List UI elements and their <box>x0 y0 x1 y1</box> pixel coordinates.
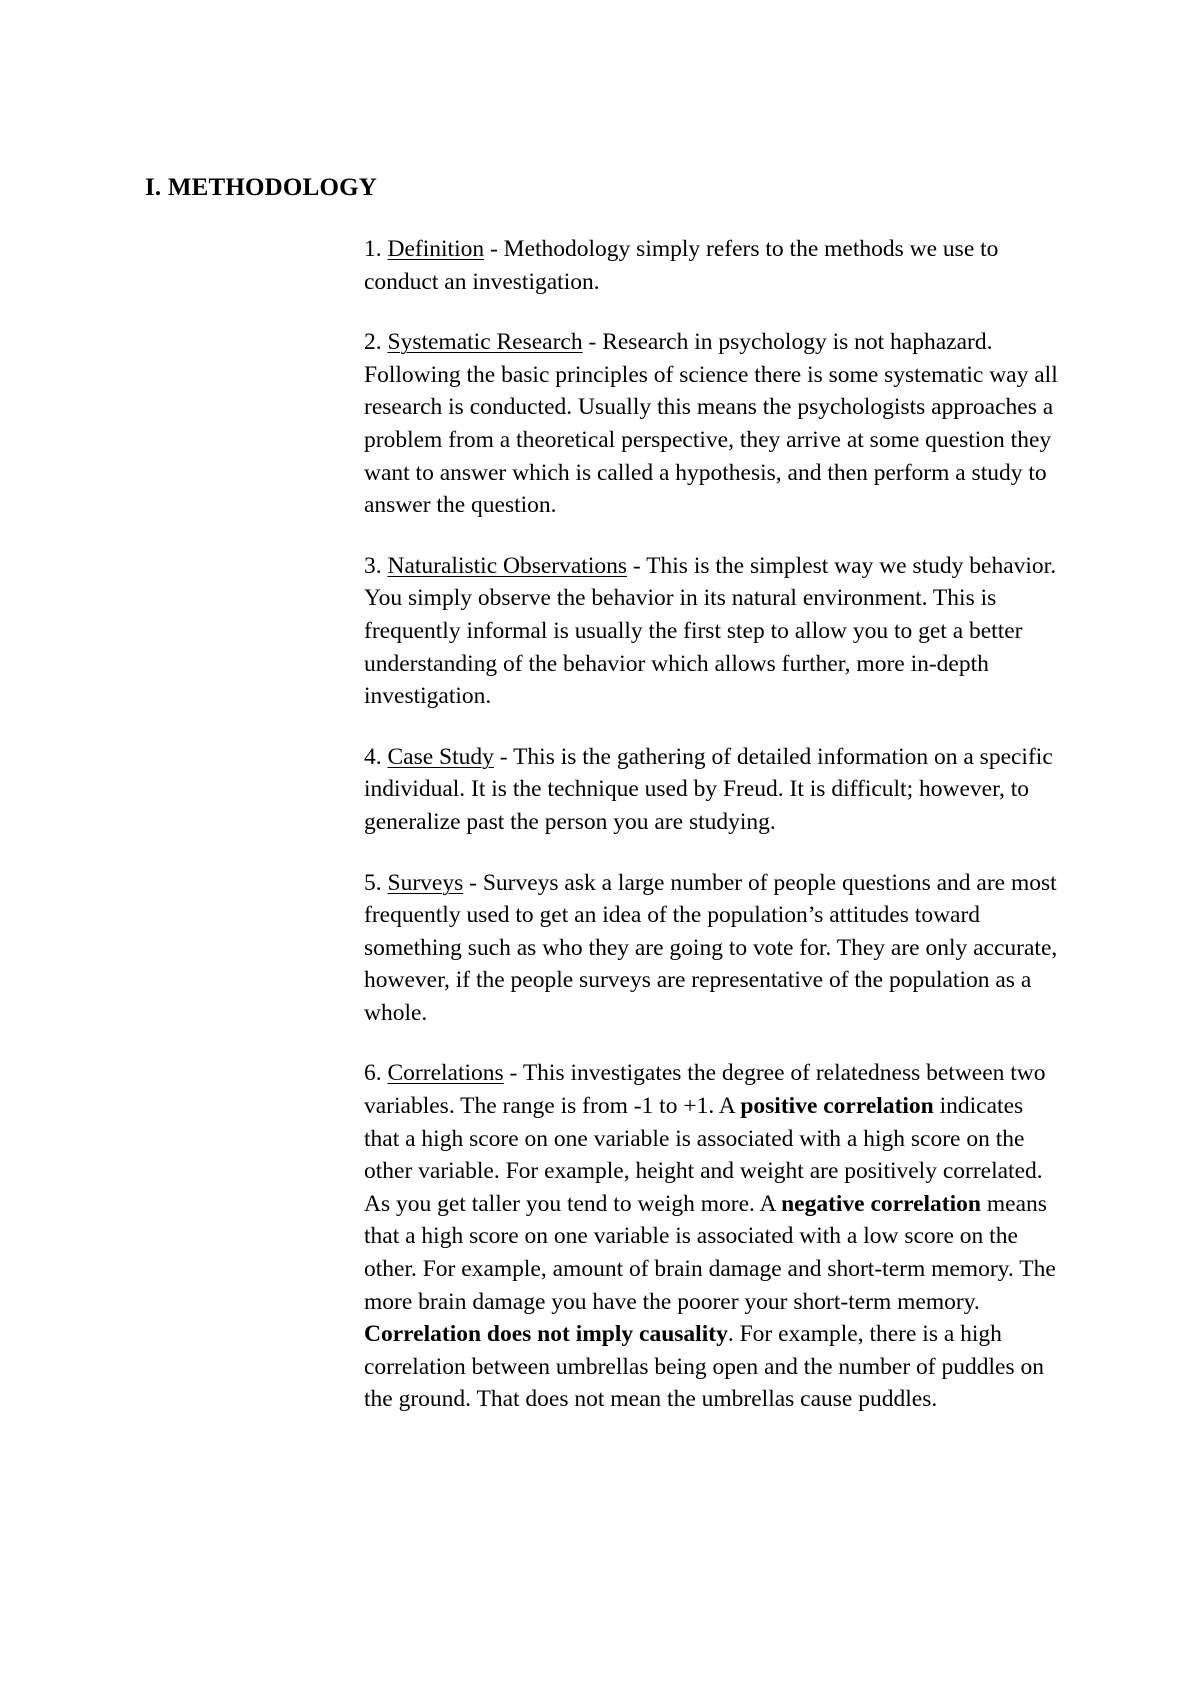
item-text: indicates that a high score on one variable is associated with a high score on the other variable. For example, height and weight are positively correlated. As you get taller you tend to weigh more. A <box>364 1093 1043 1217</box>
item-term: Case Study <box>387 743 494 770</box>
item-text: This is the gathering of detailed information on a specific individual. It is the technique used by Freud. It is difficult; however, to generalize past the person you are studying. <box>364 743 1053 835</box>
item-text: means that a high score on one variable is associated with a low score on the other. For example, amount of brain damage and short-term memory. The more brain damage you have the poorer your short-term memory. <box>364 1190 1056 1315</box>
list-item-surveys <box>364 867 1064 1030</box>
item-term: Correlations <box>387 1060 504 1087</box>
item-term: Naturalistic Observations <box>387 552 628 579</box>
item-text: Research in psychology is not haphazard. Following the basic principles of science there is some systematic way all research is conducted. Usually this means the psychologists approaches a problem from a theoretical perspective, they arrive at some question they want to answer which is called a hypothesis, and then perform a study to answer the question. <box>364 329 1058 519</box>
item-term: Systematic Research <box>387 329 583 356</box>
item-separator: - <box>463 869 483 896</box>
list-item-naturalistic-observations <box>364 550 1064 713</box>
item-number: 1. <box>364 236 382 262</box>
section-heading: I. METHODOLOGY <box>145 174 377 201</box>
list-item-definition <box>364 233 1064 298</box>
item-term: Surveys <box>387 869 464 896</box>
item-number: 4. <box>364 743 382 770</box>
item-term: Definition <box>387 236 485 262</box>
item-separator: - <box>582 329 603 356</box>
bold-term-positive-correlation: positive correlation <box>740 1093 934 1120</box>
item-text: Surveys ask a large number of people questions and are most frequently used to get an idea of the population’s attitudes toward something such as who they are going to vote for. They are only accurate, however, if the people surveys are representative of the population as a whole. <box>364 869 1058 1026</box>
item-text: . For example, there is a high correlation between umbrellas being open and the number of puddles on the ground. That does not mean the umbrellas cause puddles. <box>364 1321 1044 1413</box>
item-separator: - <box>503 1060 523 1087</box>
list-item-correlations <box>364 1057 1064 1416</box>
item-text: This investigates the degree of relatedness between two variables. The range is from -1 to +1. A <box>364 1060 1046 1120</box>
item-separator: - <box>493 743 514 770</box>
item-text: This is the simplest way we study behavior. You simply observe the behavior in its natural environment. This is frequently informal is usually the first step to allow you to get a better understanding of the behavior which allows further, more in-depth investigation. <box>364 552 1057 710</box>
item-separator: - <box>484 236 504 262</box>
bold-term-negative-correlation: negative correlation <box>781 1190 981 1217</box>
item-number: 3. <box>364 552 382 579</box>
item-number: 6. <box>364 1060 382 1087</box>
methodology-list <box>364 233 1064 1444</box>
item-separator: - <box>627 552 647 579</box>
item-number: 5. <box>364 869 382 896</box>
item-number: 2. <box>364 329 382 356</box>
item-text: Methodology simply refers to the methods we use to conduct an investigation. <box>364 236 999 295</box>
list-item-case-study <box>364 741 1064 839</box>
list-item-systematic-research <box>364 326 1064 522</box>
bold-statement-causality: Correlation does not imply causality <box>364 1321 728 1348</box>
